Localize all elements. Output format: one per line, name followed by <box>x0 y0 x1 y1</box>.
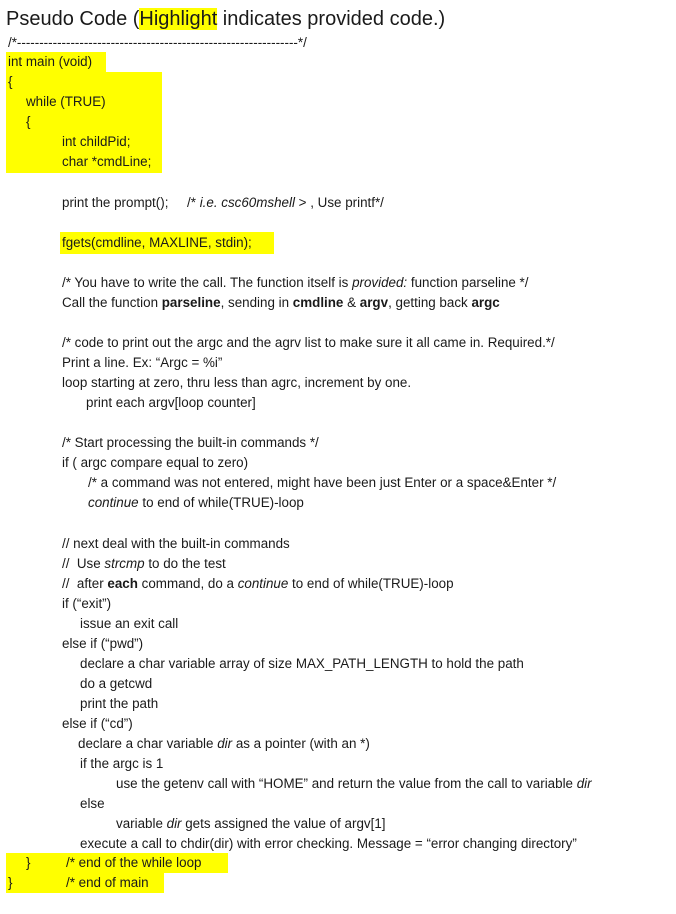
while-line: while (TRUE) <box>26 94 106 109</box>
write-call-pre: /* You have to write the call. The function itself is <box>62 275 353 290</box>
declare-dir-line <box>78 734 370 754</box>
declare-dir-pre: declare a char variable <box>78 736 218 751</box>
while-close-brace: } <box>26 855 31 870</box>
write-call-comment <box>62 273 529 293</box>
if-exit-line: if (“exit”) <box>62 596 112 611</box>
continue-line <box>88 493 304 513</box>
decl-cmdline: char *cmdLine; <box>62 154 152 169</box>
print-prompt-line <box>62 193 384 213</box>
else-pwd-line: else if (“pwd”) <box>62 636 144 651</box>
getenv-pre: use the getenv call with “HOME” and return the value from the call to variable <box>116 776 577 791</box>
variable-dir-line <box>116 814 385 834</box>
print-each-line: print each argv[loop counter] <box>86 395 256 410</box>
do-getcwd-line: do a getcwd <box>80 676 153 691</box>
else-cd-line: else if (“cd”) <box>62 716 133 731</box>
chdir-line: execute a call to chdir(dir) with error checking. Message = “error changing directory” <box>80 836 577 851</box>
end-main-comment: /* end of main <box>66 875 149 890</box>
prompt-italic: i.e. csc60mshell <box>199 195 295 210</box>
if-argc-zero: if ( argc compare equal to zero) <box>62 455 249 470</box>
continue-post: to end of while(TRUE)-loop <box>138 495 304 510</box>
call-parseline-line <box>62 293 500 313</box>
call-p2: , sending in <box>220 295 293 310</box>
title-highlight-word: Highlight <box>139 8 218 30</box>
declare-dir-post: as a pointer (with an *) <box>232 736 370 751</box>
else-line: else <box>80 796 105 811</box>
strcmp-post: to do the test <box>144 556 226 571</box>
not-entered-comment: /* a command was not entered, might have been just Enter or a space&Enter */ <box>88 475 557 490</box>
title-prefix: Pseudo Code ( <box>6 8 140 30</box>
write-call-post: function parseline */ <box>407 275 529 290</box>
continue-italic: continue <box>88 495 139 510</box>
main-signature: int main (void) <box>8 54 93 69</box>
main-close-brace: } <box>8 875 13 890</box>
call-b4: argc <box>471 295 500 310</box>
loop-line: loop starting at zero, thru less than agrc, increment by one. <box>62 375 412 390</box>
after-bold: each <box>107 576 138 591</box>
argc-comment: /* code to print out the argc and the agrv list to make sure it all came in. Required.*/ <box>62 335 555 350</box>
next-deal-comment: // next deal with the built-in commands <box>62 536 290 551</box>
call-p3: & <box>343 295 360 310</box>
issue-exit-line: issue an exit call <box>80 616 179 631</box>
separator-line: /*---------------------------------------------------------------*/ <box>8 35 307 50</box>
call-p4: , getting back <box>388 295 472 310</box>
strcmp-pre: // Use <box>62 556 105 571</box>
after-each-comment <box>62 574 454 594</box>
title-suffix: indicates provided code.) <box>217 8 446 30</box>
print-line: Print a line. Ex: “Argc = %i” <box>62 355 223 370</box>
main-open-brace: { <box>8 74 13 89</box>
var-dir-italic: dir <box>166 816 182 831</box>
after-pre: // after <box>62 576 108 591</box>
declare-path-line: declare a char variable array of size MAX_PATH_LENGTH to hold the path <box>80 656 524 671</box>
getenv-italic: dir <box>576 776 592 791</box>
if-argc-one-line: if the argc is 1 <box>80 756 164 771</box>
after-italic: continue <box>237 576 289 591</box>
call-p1: Call the function <box>62 295 162 310</box>
call-b3: argv <box>359 295 389 310</box>
declare-dir-italic: dir <box>217 736 233 751</box>
call-b2: cmdline <box>292 295 344 310</box>
strcmp-italic: strcmp <box>104 556 145 571</box>
builtin-comment: /* Start processing the built-in commands */ <box>62 435 319 450</box>
after-post: to end of while(TRUE)-loop <box>288 576 454 591</box>
var-dir-post: gets assigned the value of argv[1] <box>181 816 386 831</box>
fgets-line: fgets(cmdline, MAXLINE, stdin); <box>62 235 252 250</box>
after-mid: command, do a <box>137 576 238 591</box>
while-open-brace: { <box>26 114 31 129</box>
prompt-pre: print the prompt(); /* <box>62 195 200 210</box>
call-b1: parseline <box>161 295 221 310</box>
prompt-post: > , Use printf*/ <box>294 195 384 210</box>
use-strcmp-comment <box>62 554 226 574</box>
write-call-italic: provided: <box>352 275 408 290</box>
decl-childpid: int childPid; <box>62 134 131 149</box>
page-title <box>6 6 445 32</box>
use-getenv-line <box>116 774 592 794</box>
var-dir-pre: variable <box>116 816 167 831</box>
print-path-line: print the path <box>80 696 159 711</box>
end-while-comment: /* end of the while loop <box>66 855 202 870</box>
